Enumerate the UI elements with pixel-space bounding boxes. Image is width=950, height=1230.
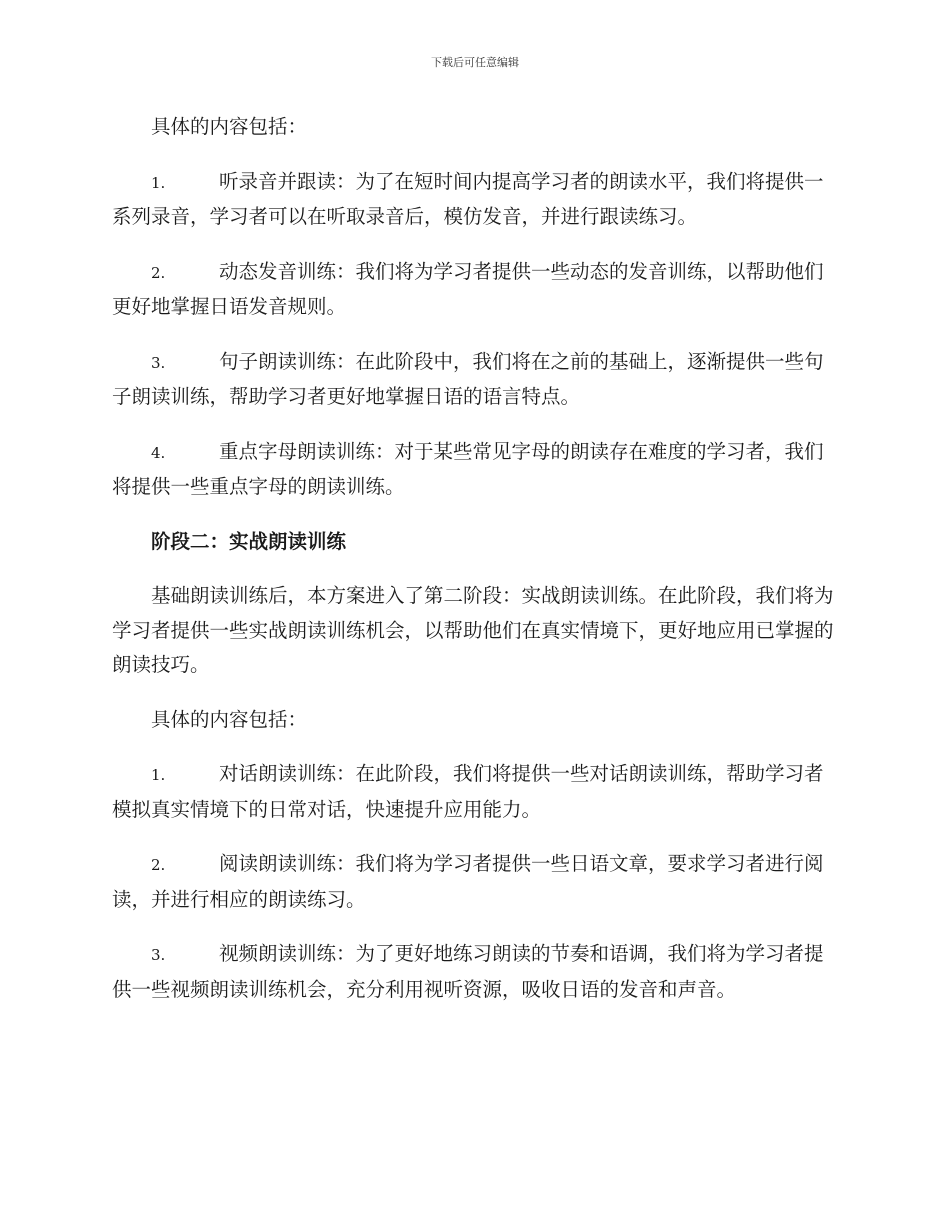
list-item (112, 345, 836, 415)
page-header: 下载后可任意编辑 (431, 56, 519, 69)
list-item (112, 847, 836, 917)
list-item-text: 阅读朗读训练：我们将为学习者提供一些日语文章，要求学习者进行阅读，并进行相应的朗读练习。 (112, 852, 824, 911)
list-item (112, 255, 836, 325)
list-item-text: 听录音并跟读：为了在短时间内提高学习者的朗读水平，我们将提供一系列录音，学习者可以在听取录音后，模仿发音，并进行跟读练习。 (112, 169, 824, 228)
list-number: 2. (151, 263, 166, 282)
list-item-text: 重点字母朗读训练：对于某些常见字母的朗读存在难度的学习者，我们将提供一些重点字母的朗读训练。 (112, 439, 824, 498)
document-body (112, 110, 836, 1027)
list-item (112, 757, 836, 827)
list-number: 1. (151, 173, 166, 192)
list-item-text: 视频朗读训练：为了更好地练习朗读的节奏和语调，我们将为学习者提供一些视频朗读训练机会，充分利用视听资源，吸收日语的发音和声音。 (112, 942, 824, 1001)
list-item-text: 动态发音训练：我们将为学习者提供一些动态的发音训练，以帮助他们更好地掌握日语发音规则。 (112, 259, 824, 318)
list-item (112, 435, 836, 505)
list-number: 2. (151, 856, 166, 874)
list-item-text: 对话朗读训练：在此阶段，我们将提供一些对话朗读训练，帮助学习者模拟真实情境下的日常对话，快速提升应用能力。 (112, 762, 824, 821)
list-number: 3. (151, 353, 166, 372)
intro-paragraph: 具体的内容包括： (151, 115, 308, 138)
section-paragraph: 基础朗读训练后，本方案进入了第二阶段：实战朗读训练。在此阶段，我们将为学习者提供一些实战朗读训练机会，以帮助他们在真实情境下，更好地应用已掌握的朗读技巧。 (112, 584, 834, 676)
list-number: 3. (151, 946, 166, 964)
list-item (112, 937, 836, 1007)
list-number: 4. (151, 443, 166, 462)
list-number: 1. (151, 766, 166, 784)
list-item (112, 165, 836, 235)
section-heading: 阶段二：实战朗读训练 (151, 529, 347, 553)
list-item-text: 句子朗读训练：在此阶段中，我们将在之前的基础上，逐渐提供一些句子朗读训练，帮助学习者更好地掌握日语的语言特点。 (112, 349, 824, 408)
intro-paragraph: 具体的内容包括： (151, 707, 308, 731)
